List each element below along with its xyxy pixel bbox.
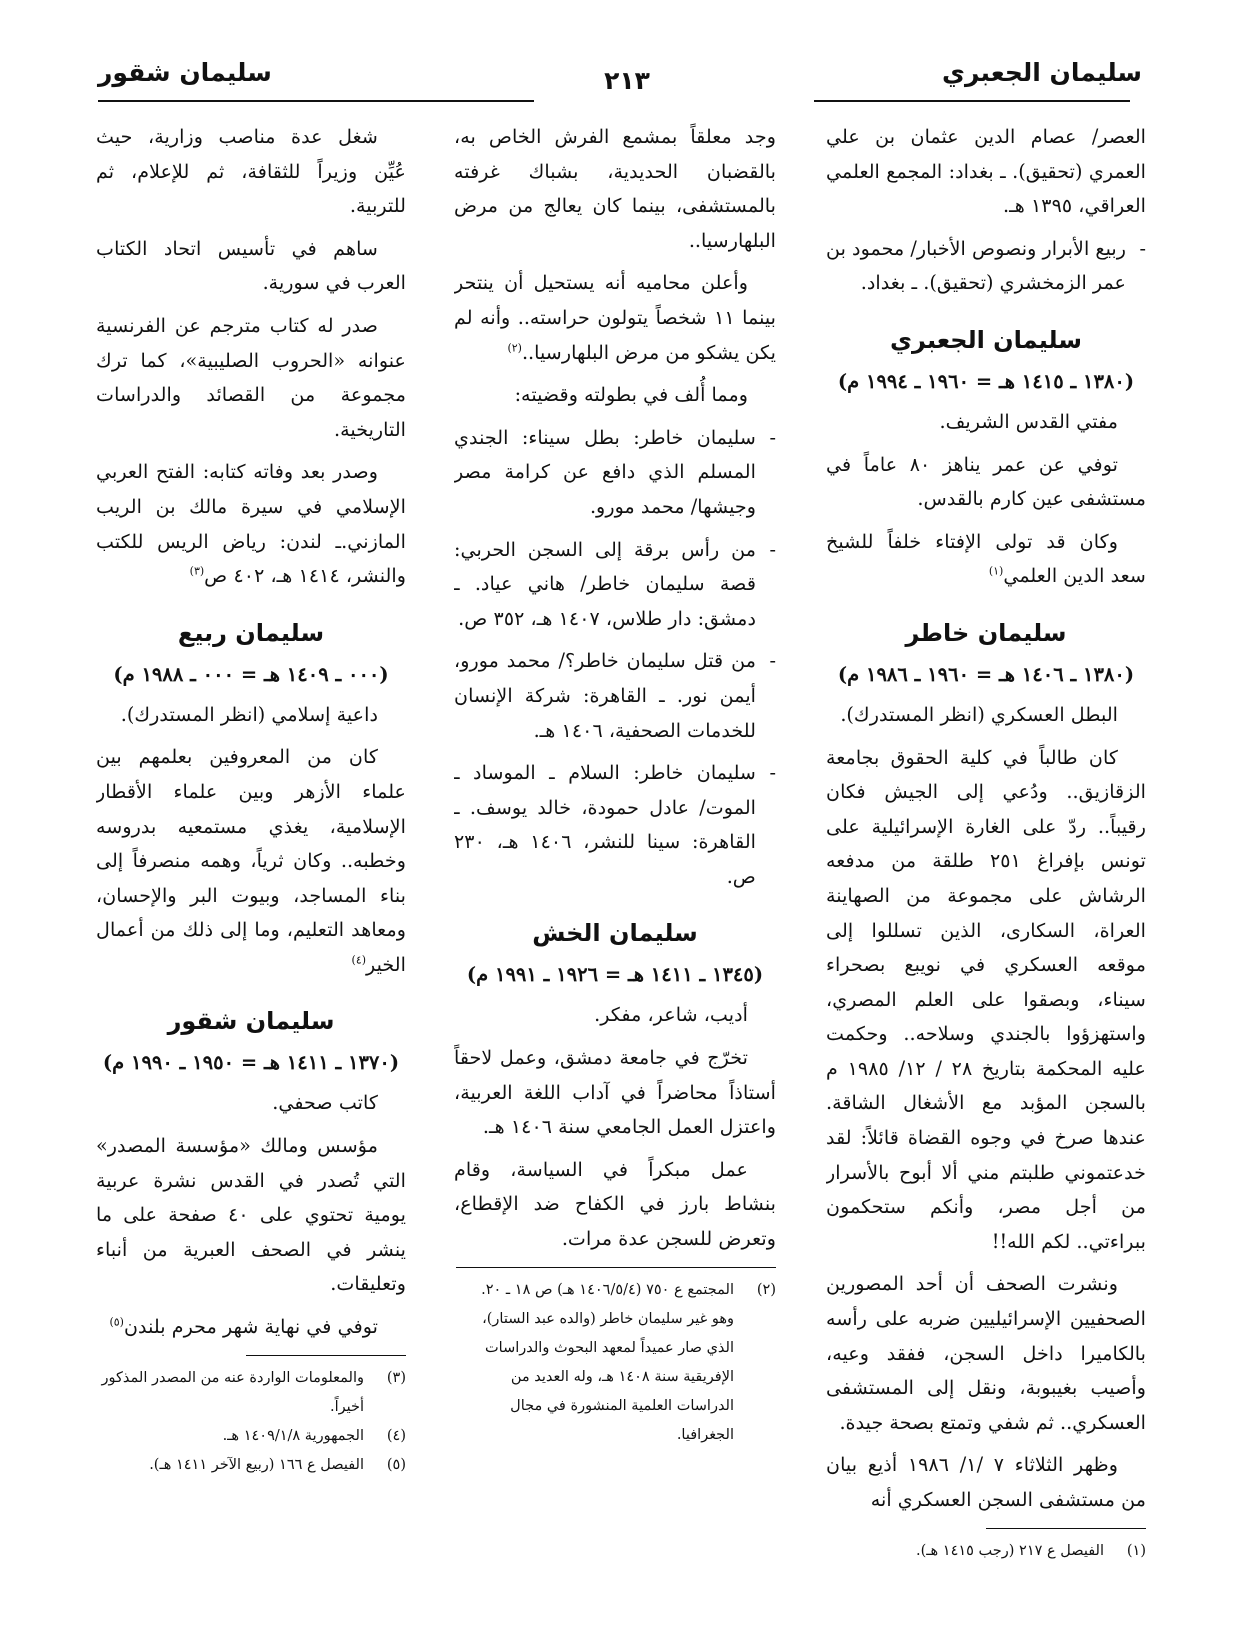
paragraph: وجد معلقاً بمشمع الفرش الخاص به، بالقضبان الحديدية، بشباك غرفته بالمستشفى، بينما كان يعالج من مرض البلهارسيا.. (454, 125, 776, 252)
paragraph-text: توفي في نهاية شهر محرم بلندن (123, 1315, 378, 1339)
footnote (96, 1451, 406, 1480)
running-head-right: سليمان الجعبري (942, 58, 1142, 87)
entry-title-khashsh: سليمان الخش (532, 919, 698, 948)
paragraph: تخرّج في جامعة دمشق، وعمل لاحقاً أستاذاً محاضراً في آداب اللغة العربية، واعتزل العمل الجامعي سنة ١٤٠٦ هـ. (454, 1046, 776, 1139)
footnote-number: (٢) (756, 1282, 776, 1299)
paragraph (96, 455, 406, 593)
list-item: - من قتل سليمان خاطر؟/ محمد مورو، أيمن نور. ـ القاهرة: شركة الإنسان للخدمات الصحفية، ١٤٠٦ هـ. (454, 644, 776, 748)
column-left (96, 120, 406, 1600)
paragraph: صدر له كتاب مترجم عن الفرنسية عنوانه «الحروب الصليبية»، كما ترك مجموعة من القصائد والدراسات التاريخية. (96, 313, 406, 441)
paragraph: أديب، شاعر، مفكر. (594, 1003, 748, 1027)
footnote-ref: (٢) (507, 341, 522, 355)
paragraph: وظهر الثلاثاء ٧ /١/ ١٩٨٦ أذيع بيان من مستشفى السجن العسكري أنه (826, 1453, 1146, 1511)
footnote (96, 1422, 406, 1451)
paragraph-text: وكان قد تولى الإفتاء خلفاً للشيخ سعد الدين العلمي (826, 529, 1146, 588)
footnote-text: الفيصل ع ٢١٧ (رجب ١٤١٥ هـ). (916, 1543, 1104, 1560)
entry-title-khater: سليمان خاطر (905, 618, 1067, 647)
column-middle (454, 120, 776, 1600)
list-item: - ربيع الأبرار ونصوص الأخبار/ محمود بن عمر الزمخشري (تحقيق). ـ بغداد. (826, 232, 1146, 301)
footnote-rule (246, 1355, 406, 1357)
footnote-rule (456, 1267, 776, 1269)
paragraph (96, 740, 406, 982)
paragraph: مؤسس ومالك «مؤسسة المصدر» التي تُصدر في القدس نشرة عربية يومية تحتوي على ٤٠ صفحة على ما ينشر في الصحف العبرية من أنباء وتعليقات. (96, 1134, 406, 1296)
footnote-text: والمعلومات الواردة عنه من المصدر المذكور أخيراً. (101, 1370, 364, 1416)
paragraph: ونشرت الصحف أن أحد المصورين الصحفيين الإسرائيليين ضربه على رأسه بالكاميرا داخل السجن، ففقد وعيه، وأصيب بغيبوبة، ونقل إلى المستشفى العسكري.. ثم شفي وتمتع بصحة جيدة. (826, 1272, 1146, 1434)
entry-title-rabi: سليمان ربيع (177, 618, 325, 647)
paragraph-text: كان من المعروفين بعلمهم بين علماء الأزهر وبين علماء الأقطار الإسلامية، يغذي مستمعيه بدروسه وخطبه.. وكان ثرياً، وهمه منصرفاً إلى بناء المساجد، وبيوت البر والإحسان، ومعاهد التعليم، وما إلى ذلك من أعمال الخير (96, 745, 406, 976)
footnote-text: الفيصل ع ١٦٦ (ربيع الآخر ١٤١١ هـ). (149, 1457, 364, 1474)
entry-title-shuqur: سليمان شقور (167, 1007, 335, 1036)
paragraph: البطل العسكري (انظر المستدرك). (840, 702, 1118, 726)
footnote-rule (986, 1528, 1146, 1530)
footnote-text: المجتمع ع ٧٥٠ (١٤٠٦/٥/٤ هـ) ص ١٨ ـ ٢٠. (481, 1282, 734, 1299)
paragraph: عمل مبكراً في السياسة، وقام بنشاط بارز في الكفاح ضد الإقطاع، وتعرض للسجن عدة مرات. (454, 1157, 776, 1251)
header-rule-gap (534, 96, 814, 106)
page-number: ٢١٣ (604, 66, 650, 95)
entry-dates-jabari: (١٣٨٠ ـ ١٤١٥ هـ = ١٩٦٠ ـ ١٩٩٤ م) (837, 369, 1135, 393)
footnote-number: (٤) (386, 1428, 406, 1445)
paragraph-text: وصدر بعد وفاته كتابه: الفتح العربي الإسلامي في سيرة مالك بن الريب المازني.ـ لندن: رياض الريس للكتب والنشر، ١٤١٤ هـ، ٤٠٢ ص (96, 460, 406, 588)
footnote-text: وهو غير سليمان خاطر (والده عبد الستار)، الذي صار عميداً لمعهد البحوث والدراسات الإفريقية سنة ١٤٠٨ هـ، وله العديد من الدراسات العلمية المنشورة في مجال الجغرافيا. (482, 1311, 734, 1444)
list-item: - من رأس برقة إلى السجن الحربي: قصة سليمان خاطر/ هاني عياد. ـ دمشق: دار طلاس، ١٤٠٧ هـ، ٣٥٢ ص. (454, 533, 776, 637)
entry-dates-shuqur: (١٣٧٠ ـ ١٤١١ هـ = ١٩٥٠ ـ ١٩٩٠ م) (102, 1051, 400, 1075)
list-item: - سليمان خاطر: بطل سيناء: الجندي المسلم الذي دافع عن كرامة مصر وجيشها/ محمد مورو. (454, 421, 776, 525)
footnote-ref: (٤) (351, 953, 367, 967)
paragraph: كاتب صحفي. (272, 1091, 378, 1115)
footnote-ref: (٥) (109, 1315, 124, 1329)
entry-dates-khashsh: (١٣٤٥ ـ ١٤١١ هـ = ١٩٢٦ ـ ١٩٩١ م) (466, 963, 764, 987)
footnote-ref: (٣) (189, 564, 205, 578)
paragraph: كان طالباً في كلية الحقوق بجامعة الزقازيق.. ودُعي إلى الجيش فكان رقيباً.. ردّ على الغارة الإسرائيلية على تونس بإفراغ ٢٥١ طلقة من مدفعه الرشاش على مجموعة من الصهاينة العراة، السكارى، الذين تسللوا إلى موقعه العسكري في نويبع بصحراء سيناء، وبصقوا على العلم المصري، واستهزؤوا بالجندي وسلاحه.. وحكمت عليه المحكمة بتاريخ ٢٨ / ١٢/ ١٩٨٥ م بالسجن المؤبد مع الأشغال الشاقة. عندها صرخ في وجوه القضاة قائلاً: لقد خدعتموني طلبتم مني ألا أبوح بالأسرار من أجل مصر، وأنكم ستحكمون ببراءتي.. لكم الله!! (826, 745, 1146, 1253)
paragraph: توفي عن عمر يناهز ٨٠ عاماً في مستشفى عين كارم بالقدس. (826, 452, 1146, 511)
running-head-left: سليمان شقور (98, 58, 272, 87)
entry-dates-khater: (١٣٨٠ ـ ١٤٠٦ هـ = ١٩٦٠ ـ ١٩٨٦ م) (837, 662, 1135, 686)
footnote-number: (٣) (386, 1370, 406, 1387)
paragraph (826, 525, 1146, 594)
paragraph: شغل عدة مناصب وزارية، حيث عُيِّن وزيراً للثقافة، ثم للإعلام، ثم للتربية. (96, 125, 406, 218)
entry-dates-rabi: (٠٠٠ ـ ١٤٠٩ هـ = ٠٠٠ ـ ١٩٨٨ م) (113, 662, 389, 686)
footnote-ref: (١) (988, 564, 1004, 578)
paragraph: العصر/ عصام الدين عثمان بن علي العمري (تحقيق). ـ بغداد: المجمع العلمي العراقي، ١٣٩٥ هـ. (826, 125, 1146, 218)
list-item: - سليمان خاطر: السلام ـ الموساد ـ الموت/ عادل حمودة، خالد يوسف. ـ القاهرة: سينا للنشر، ١٤٠٦ هـ، ٢٣٠ ص. (454, 756, 776, 894)
footnote-number: (٥) (386, 1457, 406, 1474)
paragraph: مفتي القدس الشريف. (939, 409, 1118, 433)
footnote (454, 1305, 776, 1450)
entry-title-jabari: سليمان الجعبري (890, 325, 1082, 354)
column-right (826, 120, 1146, 1600)
paragraph: داعية إسلامي (انظر المستدرك). (120, 702, 378, 726)
paragraph (96, 1310, 406, 1345)
paragraph (454, 266, 776, 370)
footnote (96, 1364, 406, 1422)
paragraph: ساهم في تأسيس اتحاد الكتاب العرب في سورية. (96, 236, 406, 295)
paragraph-text: وأعلن محاميه أنه يستحيل أن ينتحر بينما ١١ شخصاً يتولون حراسته.. وأنه لم يكن يشكو من مرض البلهارسيا.. (454, 271, 776, 364)
footnote (454, 1276, 776, 1305)
paragraph: ومما أُلف في بطولته وقضيته: (514, 383, 748, 407)
footnote-text: الجمهورية ١٤٠٩/١/٨ هـ. (222, 1428, 364, 1445)
footnote (826, 1537, 1146, 1566)
footnote-number: (١) (1126, 1543, 1146, 1560)
